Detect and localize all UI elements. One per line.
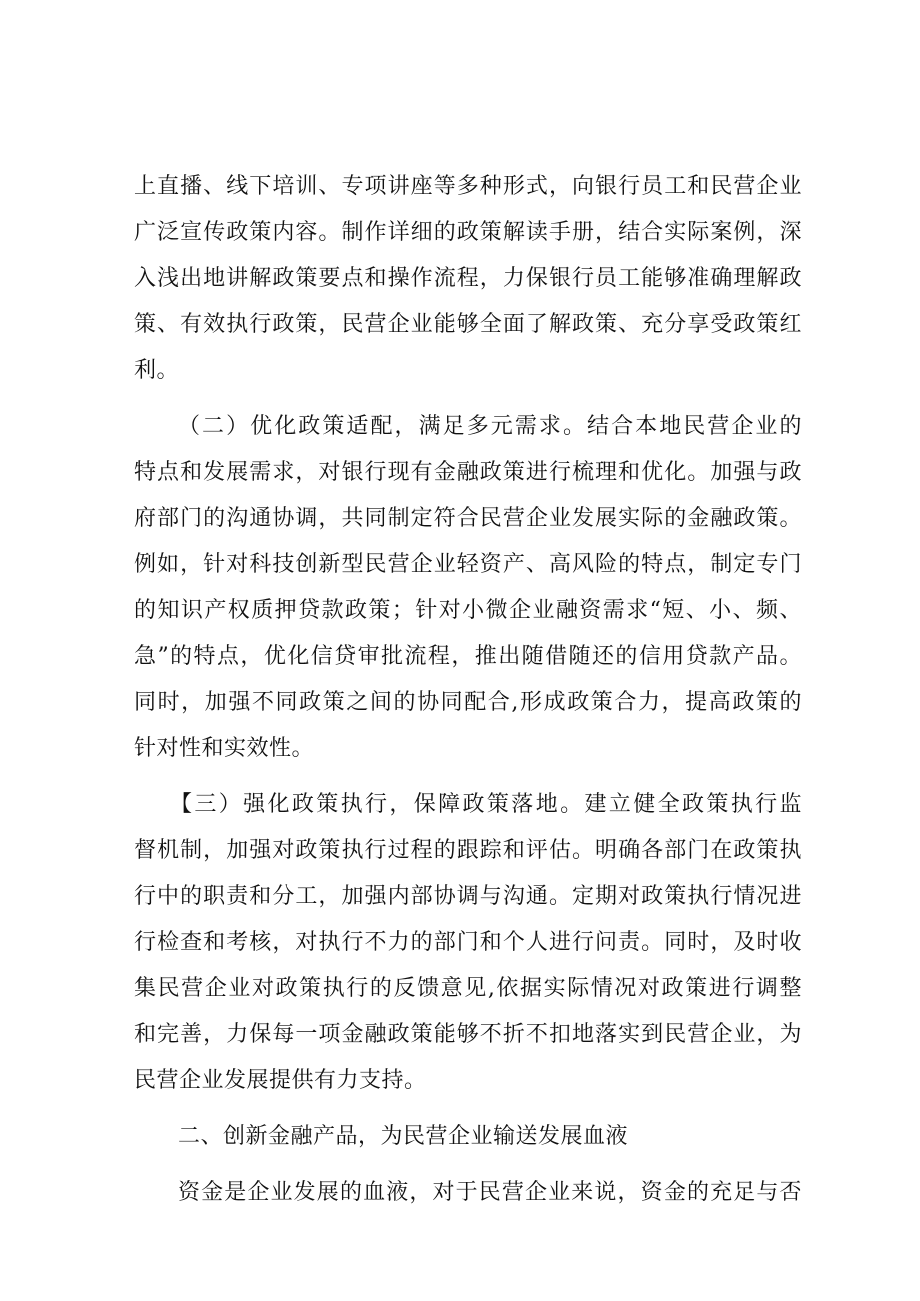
paragraph-2 bbox=[134, 404, 802, 772]
paragraph-gap bbox=[134, 1160, 802, 1170]
paragraph-line: 民营企业发展提供有力支持。 bbox=[134, 1068, 427, 1093]
paragraph-line: 广泛宣传政策内容。制作详细的政策解读手册，结合实际案例，深 bbox=[134, 220, 802, 245]
paragraph-line: 和完善，力保每一项金融政策能够不折不扣地落实到民营企业，为 bbox=[134, 1022, 802, 1047]
paragraph-line: 例如，针对科技创新型民营企业轻资产、高风险的特点，制定专门 bbox=[134, 552, 802, 577]
paragraph-line: 策、有效执行政策，民营企业能够全面了解政策、充分享受政策红 bbox=[134, 312, 802, 337]
paragraph-gap bbox=[134, 772, 802, 782]
paragraph-line: 特点和发展需求，对银行现有金融政策进行梳理和优化。加强与政 bbox=[134, 460, 802, 485]
paragraph-line: 行中的职责和分工，加强内部协调与沟通。定期对政策执行情况进 bbox=[134, 884, 802, 909]
paragraph-gap bbox=[134, 394, 802, 404]
paragraph-line: 行检查和考核，对执行不力的部门和个人进行问责。同时，及时收 bbox=[134, 930, 802, 955]
paragraph-line: 入浅出地讲解政策要点和操作流程，力保银行员工能够准确理解政 bbox=[134, 266, 802, 291]
paragraph-line: 【三）强化政策执行，保障政策落地。建立健全政策执行监 bbox=[170, 792, 802, 817]
paragraph-line: 针对性和实效性。 bbox=[134, 736, 315, 761]
section-heading: 二、创新金融产品，为民营企业输送发展血液 bbox=[178, 1124, 629, 1149]
paragraph-1 bbox=[134, 164, 802, 394]
paragraph-line: （二）优化政策适配，满足多元需求。结合本地民营企业的 bbox=[178, 414, 802, 439]
paragraph-line: 上直播、线下培训、专项讲座等多种形式，向银行员工和民营企业 bbox=[134, 174, 802, 199]
paragraph-line: 集民营企业对政策执行的反馈意见,依据实际情况对政策进行调整 bbox=[134, 976, 802, 1001]
paragraph-3 bbox=[134, 782, 802, 1104]
paragraph-line: 督机制，加强对政策执行过程的跟踪和评估。明确各部门在政策执 bbox=[134, 838, 802, 863]
paragraph-4 bbox=[134, 1170, 802, 1216]
paragraph-line: 的知识产权质押贷款政策；针对小微企业融资需求“短、小、频、 bbox=[134, 598, 802, 623]
paragraph-line: 急”的特点，优化信贷审批流程，推出随借随还的信用贷款产品。 bbox=[134, 644, 802, 669]
paragraph-line: 同时，加强不同政策之间的协同配合,形成政策合力，提高政策的 bbox=[134, 690, 802, 715]
paragraph-line: 利。 bbox=[134, 358, 180, 383]
paragraph-gap bbox=[134, 1104, 802, 1114]
paragraph-line: 府部门的沟通协调，共同制定符合民营企业发展实际的金融政策。 bbox=[134, 506, 802, 531]
paragraph-line: 资金是企业发展的血液，对于民营企业来说，资金的充足与否 bbox=[178, 1180, 802, 1205]
